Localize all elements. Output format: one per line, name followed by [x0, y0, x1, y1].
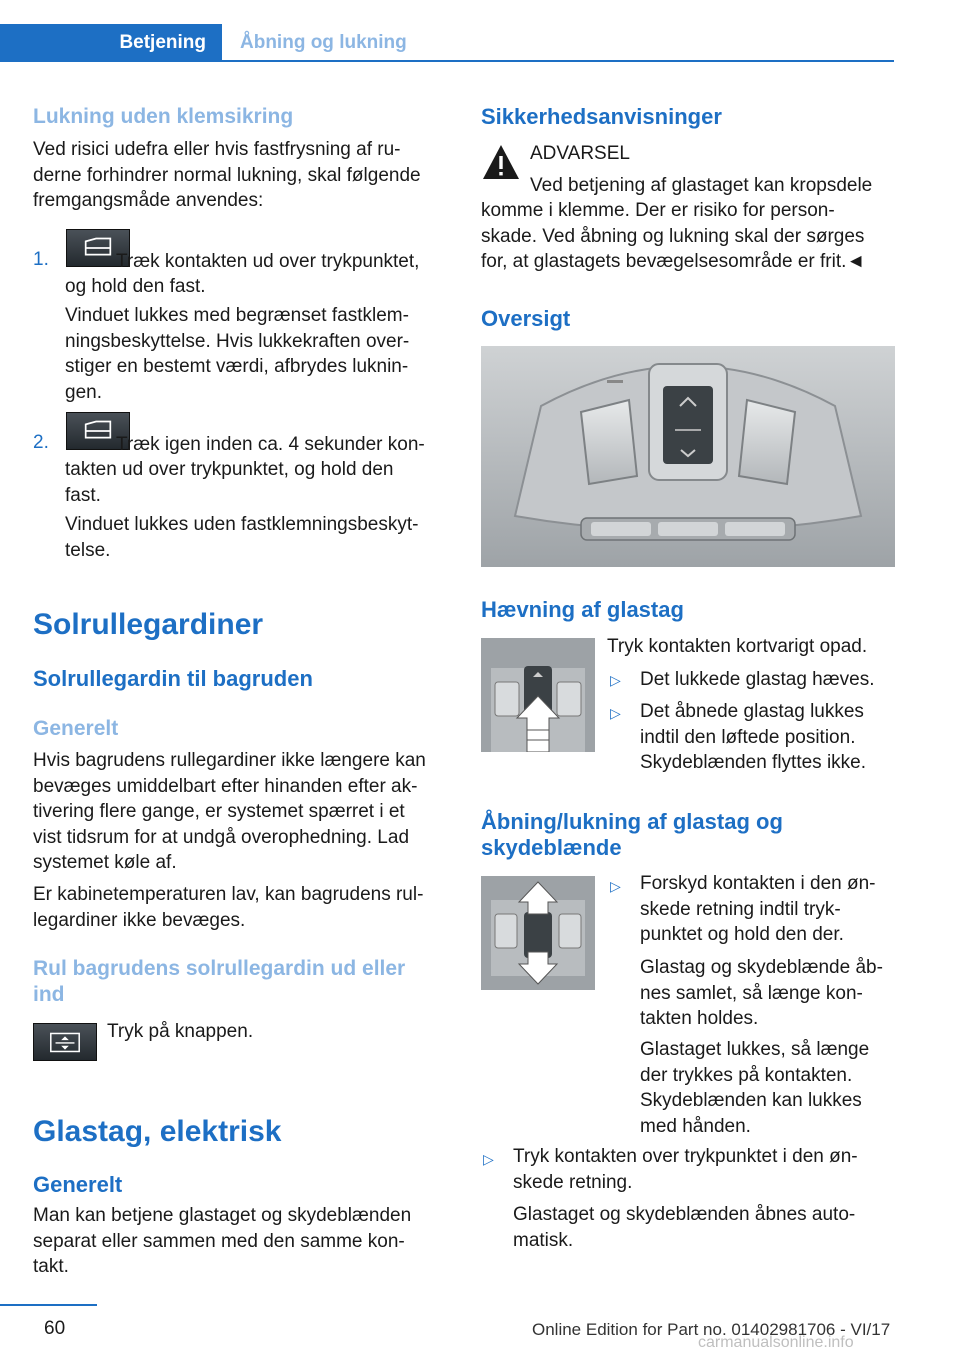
solrullegardiner-heading: Solrullegardiner [33, 608, 264, 641]
step-1-result: Vinduet lukkes med begrænset fastklem- ningsbeskyttelse. Hvis lukkekraften over- stiger en bestemt værdi, afbrydes luknin- gen. [65, 305, 410, 403]
advarsel-text: Ved betjening af glastaget kan kropsdele [530, 175, 873, 196]
warning-triangle-icon [481, 142, 521, 182]
rul-heading: Rul bagrudens solrullegardin ud eller ind [33, 957, 406, 1006]
advarsel-text-cont: komme i klemme. Der er risiko for person- skade. Ved åbning og lukning skal der sørges for, at glastagets bevægelsesområde er frit.◄ [481, 200, 866, 272]
footer-rule [0, 1304, 97, 1306]
edition-note: Online Edition for Part no. 01402981706 - VI/17 [532, 1320, 891, 1339]
haevning-text: Tryk kontakten kortvarigt opad. [607, 636, 868, 657]
aabning-bullet-2: Tryk kontakten over trykpunktet i den øn- skede retning. [513, 1146, 858, 1193]
lukning-intro: Ved risici udefra eller hvis fastfrysning af ru- derne forhindrer normal lukning, skal følgende fremgangsmåde anvendes: [33, 139, 421, 211]
page-number: 60 [44, 1318, 66, 1339]
step-2-number: 2. [33, 432, 49, 453]
slide-switch-photo [481, 876, 595, 990]
generelt-text-1b: Er kabinetemperaturen lav, kan bagrudens rul- legardiner ikke bevæges. [33, 884, 424, 931]
oversigt-heading: Oversigt [481, 306, 571, 331]
step-2-text: Træk igen inden ca. 4 sekunder kon- [116, 434, 425, 455]
generelt-heading-2: Generelt [33, 1172, 123, 1197]
rul-text: Tryk på knappen. [107, 1021, 254, 1042]
page-header [0, 24, 894, 62]
generelt-text-2: Man kan betjene glastaget og skydeblænden separat eller sammen med den samme kon- takt. [33, 1205, 412, 1277]
sikkerhed-heading: Sikkerhedsanvisninger [481, 104, 722, 129]
step-1-text-cont: og hold den fast. [65, 276, 206, 297]
bullet-icon: ▷ [610, 672, 621, 688]
step-1-number: 1. [33, 249, 49, 270]
watermark: carmanualsonline.info [698, 1334, 854, 1351]
sunblind-button-icon [33, 1023, 97, 1061]
aabning-heading: Åbning/lukning af glastag og skydeblænde [481, 809, 783, 860]
generelt-heading-1: Generelt [33, 717, 119, 740]
bullet-icon: ▷ [610, 705, 621, 721]
solrullegardin-subheading: Solrullegardin til bagruden [33, 666, 313, 691]
generelt-text-1: Hvis bagrudens rullegardiner ikke længere kan bevæges umiddelbart efter hinanden efter ak- tivering flere gange, er systemet spærret i et vist tidsrum for at undgå overophedning. Lad systemet køle af. [33, 750, 426, 873]
aabning-bullet-1-p2: Glastag og skydeblænde åb- nes samlet, så længe kon- takten holdes. [640, 957, 883, 1029]
step-2-text-cont: takten ud over trykpunktet, og hold den fast. [65, 459, 394, 506]
aabning-bullet-1: Forskyd kontakten i den øn- skede retning indtil tryk- punktet og hold den der. [640, 873, 876, 945]
chapter-tab: Betjening [0, 24, 222, 62]
haevning-bullet-1: Det lukkede glastag hæves. [640, 669, 875, 690]
lukning-heading: Lukning uden klemsikring [33, 105, 294, 128]
haevning-bullet-2: Det åbnede glastag lukkes indtil den løftede position. Skydeblænden flyttes ikke. [640, 701, 867, 773]
tilt-switch-photo [481, 638, 595, 752]
bullet-icon: ▷ [483, 1151, 494, 1167]
step-1-text: Træk kontakten ud over trykpunktet, [116, 251, 420, 272]
aabning-bullet-2-p2: Glastaget og skydeblænden åbnes auto- matisk. [513, 1204, 856, 1251]
haevning-heading: Hævning af glastag [481, 597, 684, 622]
step-2-result: Vinduet lukkes uden fastklemningsbeskyt- telse. [65, 514, 419, 561]
advarsel-label: ADVARSEL [530, 143, 630, 164]
section-tab: Åbning og lukning [240, 32, 407, 53]
aabning-bullet-1-p3: Glastaget lukkes, så længe der trykkes på kontakten. Skydeblænden kan lukkes med hånden. [640, 1039, 870, 1137]
overhead-console-photo [481, 346, 895, 567]
glastag-heading: Glastag, elektrisk [33, 1115, 282, 1148]
bullet-icon: ▷ [610, 878, 621, 894]
